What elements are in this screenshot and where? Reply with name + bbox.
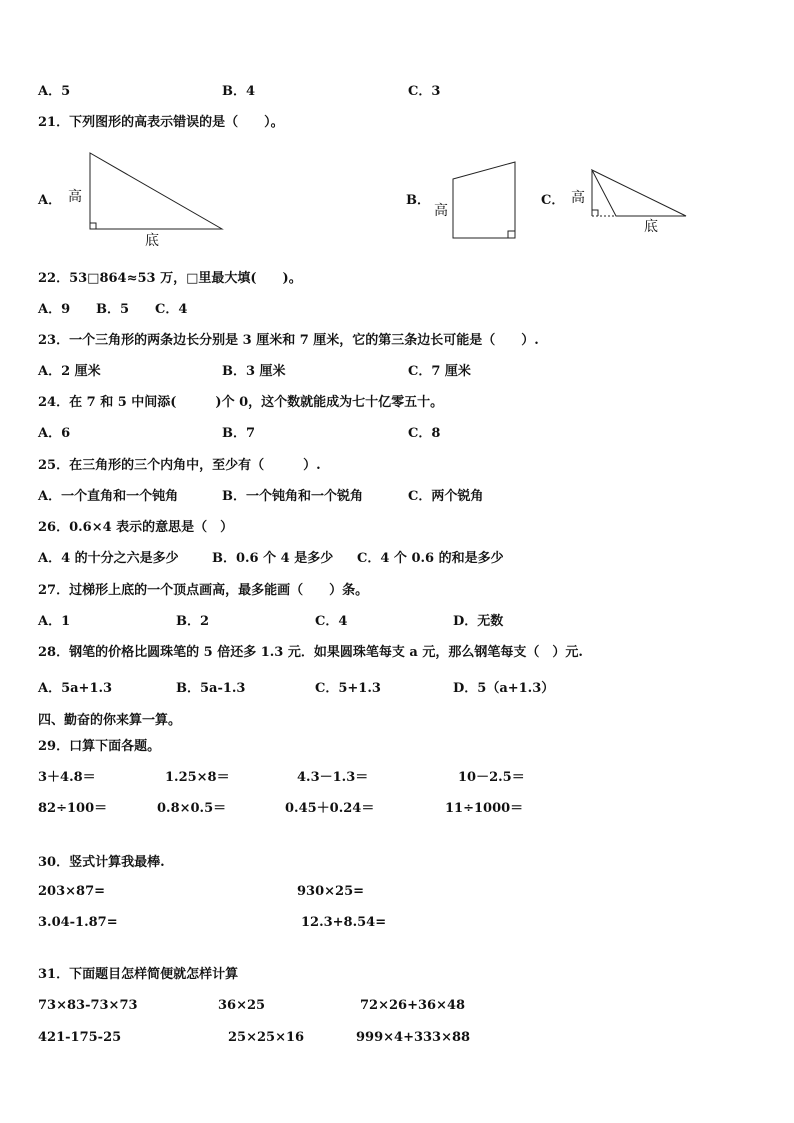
- q31-item: 999×4+333×88: [356, 1030, 471, 1045]
- q20-option-a: A．5: [38, 84, 71, 99]
- q21-fig-b-height-label: 高: [434, 203, 448, 219]
- q30-item: 203×87=: [38, 884, 106, 899]
- obtuse-triangle-shape: [592, 170, 686, 216]
- q21-fig-c-letter: C．: [541, 193, 565, 208]
- q24-option-a: A．6: [38, 426, 71, 441]
- q21-fig-a-height-label: 高: [68, 189, 82, 205]
- q28-option-d: D．5（a+1.3）: [453, 681, 555, 696]
- q28-option-a: A．5a+1.3: [38, 681, 113, 696]
- q29-item: 4.3－1.3＝: [297, 770, 369, 785]
- q25-option-c: C．两个锐角: [408, 489, 484, 504]
- q26-option-b: B．0.6 个 4 是多少: [212, 551, 334, 566]
- q31-item: 72×26+36×48: [360, 998, 466, 1013]
- q23-option-b: B．3 厘米: [222, 364, 286, 379]
- q31-item: 25×25×16: [228, 1030, 305, 1045]
- q31-item: 421-175-25: [38, 1030, 122, 1045]
- q30-item: 930×25=: [297, 884, 365, 899]
- q27-option-a: A．1: [38, 614, 71, 629]
- q24-question: 24．在 7 和 5 中间添( )个 0，这个数就能成为七十亿零五十。: [38, 395, 444, 410]
- section-4-title: 四、勤奋的你来算一算。: [38, 713, 182, 728]
- q29-item: 0.8×0.5＝: [157, 801, 227, 816]
- q21-fig-b-letter: B．: [406, 193, 430, 208]
- q29-item: 82÷100＝: [38, 801, 108, 816]
- q29-item: 1.25×8＝: [165, 770, 230, 785]
- q27-option-c: C．4: [315, 614, 348, 629]
- q29-item: 3＋4.8＝: [38, 770, 96, 785]
- q20-option-c: C．3: [408, 84, 441, 99]
- q21-question: 21．下列图形的高表示错误的是（ ）。: [38, 115, 284, 130]
- q29-question: 29．口算下面各题。: [38, 739, 161, 754]
- q23-question: 23．一个三角形的两条边长分别是 3 厘米和 7 厘米，它的第三条边长可能是（ ）.: [38, 333, 539, 348]
- q24-option-b: B．7: [222, 426, 256, 441]
- q27-option-b: B．2: [176, 614, 210, 629]
- q30-question: 30．竖式计算我最棒.: [38, 855, 165, 870]
- q30-item: 3.04-1.87=: [38, 915, 118, 930]
- q28-option-b: B．5a-1.3: [176, 681, 246, 696]
- trapezoid-shape: [453, 162, 515, 238]
- q21-fig-c-base-label: 底: [644, 219, 658, 235]
- q26-option-c: C．4 个 0.6 的和是多少: [357, 551, 504, 566]
- q24-option-c: C．8: [408, 426, 441, 441]
- q21-figure-c: [585, 165, 690, 221]
- q21-fig-a-letter: A．: [38, 193, 62, 208]
- q27-option-d: D．无数: [453, 614, 504, 629]
- q21-fig-a-base-label: 底: [145, 233, 159, 249]
- q29-item: 10－2.5＝: [458, 770, 525, 785]
- q25-question: 25．在三角形的三个内角中，至少有（ ）.: [38, 458, 321, 473]
- q25-option-a: A．一个直角和一个钝角: [38, 489, 179, 504]
- q22-question: 22．53□864≈53 万，□里最大填( )。: [38, 271, 302, 286]
- q26-question: 26．0.6×4 表示的意思是（ ）: [38, 520, 234, 535]
- q31-item: 36×25: [218, 998, 266, 1013]
- q28-question: 28．钢笔的价格比圆珠笔的 5 倍还多 1.3 元．如果圆珠笔每支 a 元，那么钢笔每支（ ）元.: [38, 645, 583, 660]
- q31-question: 31．下面题目怎样简便就怎样计算: [38, 967, 239, 982]
- q23-option-c: C．7 厘米: [408, 364, 471, 379]
- right-triangle-shape: [90, 153, 222, 229]
- q23-option-a: A．2 厘米: [38, 364, 101, 379]
- q21-figure-b: [450, 158, 520, 242]
- q25-option-b: B．一个钝角和一个锐角: [222, 489, 363, 504]
- q22-option-b: B．5: [96, 302, 130, 317]
- q27-question: 27．过梯形上底的一个顶点画高，最多能画（ ）条。: [38, 583, 369, 598]
- q28-option-c: C．5+1.3: [315, 681, 381, 696]
- q29-item: 0.45＋0.24＝: [285, 801, 375, 816]
- q22-option-a: A．9: [38, 302, 71, 317]
- q26-option-a: A．4 的十分之六是多少: [38, 551, 179, 566]
- right-angle-mark: [90, 223, 96, 229]
- q21-fig-c-height-label: 高: [571, 190, 585, 206]
- q20-option-b: B．4: [222, 84, 256, 99]
- q29-item: 11÷1000＝: [445, 801, 524, 816]
- q30-item: 12.3+8.54=: [301, 915, 387, 930]
- right-angle-mark: [508, 231, 515, 238]
- right-angle-mark: [592, 210, 598, 216]
- q22-option-c: C．4: [155, 302, 188, 317]
- q31-item: 73×83-73×73: [38, 998, 138, 1013]
